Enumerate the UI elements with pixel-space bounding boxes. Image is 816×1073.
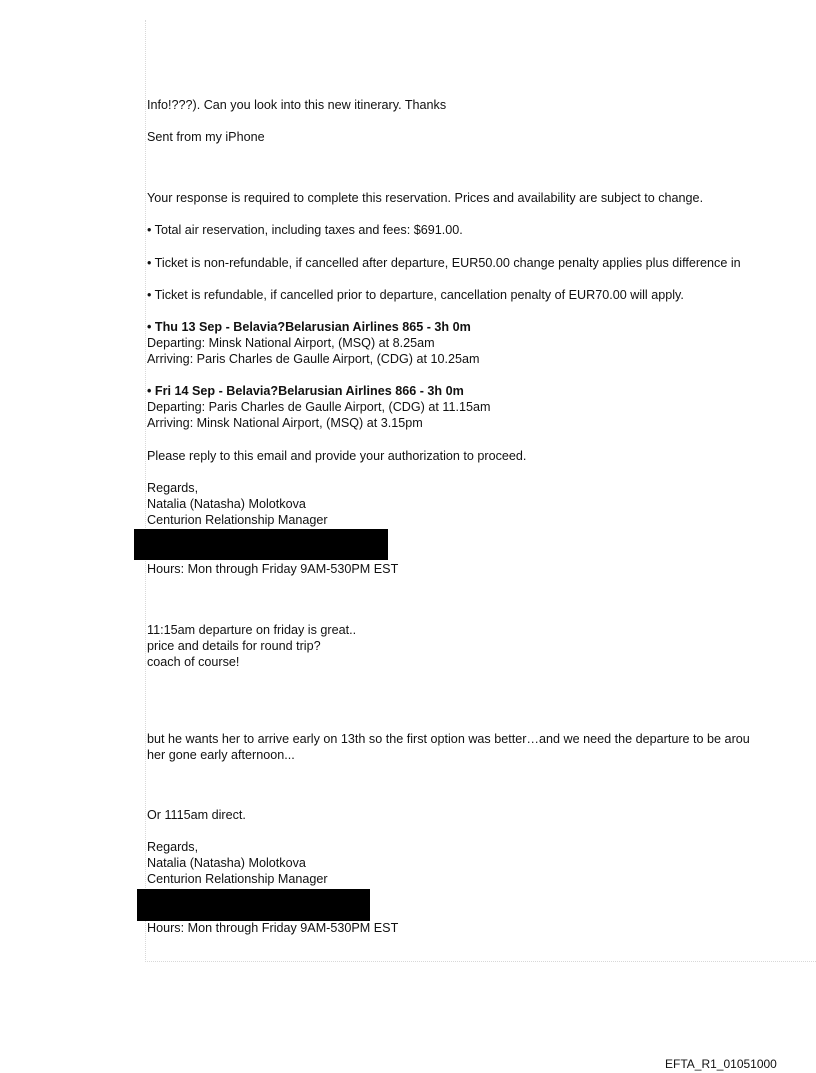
signature1-name: Natalia (Natasha) Molotkova [147,497,306,511]
flight1-arriving: Arriving: Paris Charles de Gaulle Airport, (CDG) at 10.25am [147,352,480,366]
redaction-block-1 [134,529,388,560]
signature1-regards: Regards, [147,481,199,495]
signature2-regards: Regards, [147,840,199,854]
authorization-text: Please reply to this email and provide your authorization to proceed. [147,449,527,463]
sent-from-text: Sent from my iPhone [147,130,265,144]
flight2-arriving: Arriving: Minsk National Airport, (MSQ) at 3.15pm [147,416,423,430]
reply1-line2: price and details for round trip? [147,639,321,653]
response-required-text: Your response is required to complete this reservation. Prices and availability are subject to change. [147,191,704,205]
signature2-hours: Hours: Mon through Friday 9AM-530PM EST [147,921,399,935]
redaction-block-2 [137,889,370,921]
bullet-nonrefundable: • Ticket is non-refundable, if cancelled after departure, EUR50.00 change penalty applies plus difference in [147,256,741,270]
flight1-header: • Thu 13 Sep - Belavia?Belarusian Airlines 865 - 3h 0m [147,320,471,334]
intro-text: Info!???). Can you look into this new itinerary. Thanks [147,98,447,112]
signature2-name: Natalia (Natasha) Molotkova [147,856,306,870]
bullet-refundable: • Ticket is refundable, if cancelled prior to departure, cancellation penalty of EUR70.00 will apply. [147,288,684,302]
document-id: EFTA_R1_01051000 [665,1057,777,1071]
bullet-total: • Total air reservation, including taxes and fees: $691.00. [147,223,463,237]
signature2-title: Centurion Relationship Manager [147,872,328,886]
reply1-line3: coach of course! [147,655,240,669]
flight2-departing: Departing: Paris Charles de Gaulle Airport, (CDG) at 11.15am [147,400,491,414]
flight2-header: • Fri 14 Sep - Belavia?Belarusian Airlines 866 - 3h 0m [147,384,464,398]
flight1-departing: Departing: Minsk National Airport, (MSQ) at 8.25am [147,336,435,350]
signature1-hours: Hours: Mon through Friday 9AM-530PM EST [147,562,399,576]
reply1-line1: 11:15am departure on friday is great.. [147,623,357,637]
direct-text: Or 1115am direct. [147,808,246,822]
reply2-line1: but he wants her to arrive early on 13th so the first option was better…and we need the departure to be arou [147,732,750,746]
reply2-line2: her gone early afternoon... [147,748,295,762]
signature1-title: Centurion Relationship Manager [147,513,328,527]
